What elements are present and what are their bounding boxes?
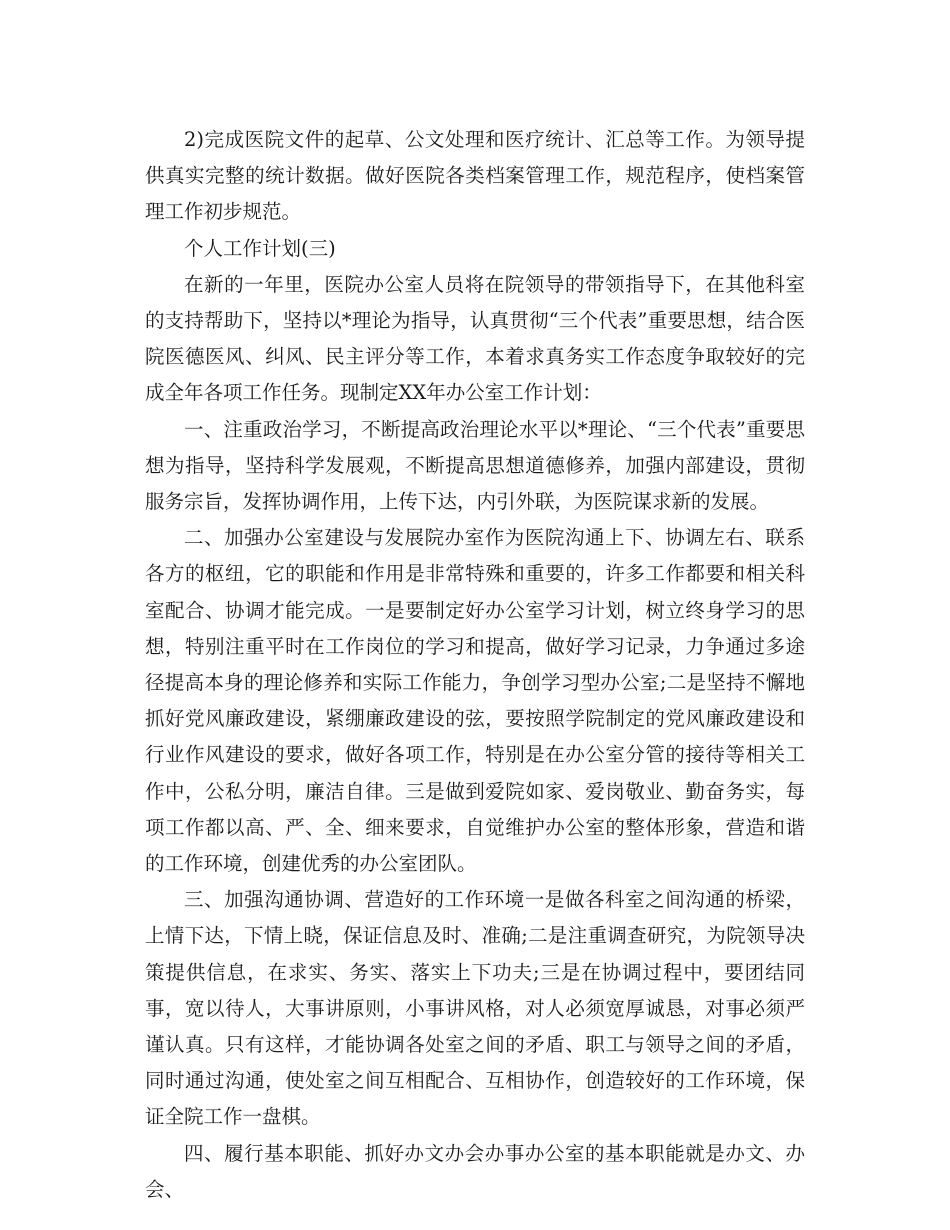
document-body (145, 122, 805, 1208)
paragraph-archive-management: 2)完成医院文件的起草、公文处理和医疗统计、汇总等工作。为领导提供真实完整的统计数据。做好医院各类档案管理工作，规范程序，使档案管理工作初步规范。 (145, 128, 805, 224)
paragraph-political-study: 一、注重政治学习，不断提高政治理论水平以*理论、“三个代表”重要思想为指导，坚持科学发展观，不断提高思想道德修养，加强内部建设，贯彻服务宗旨，发挥协调作用，上传下达，内引外联，为医院谋求新的发展。 (145, 417, 805, 514)
paragraph-introduction: 在新的一年里，医院办公室人员将在院领导的带领指导下，在其他科室的支持帮助下，坚持以*理论为指导，认真贯彻“三个代表”重要思想，结合医院医德医风、纠风、民主评分等工作，本着求真务实工作态度争取较好的完成全年各项工作任务。现制定XX年办公室工作计划： (145, 272, 805, 405)
paragraph-communication: 三、加强沟通协调、营造好的工作环境一是做各科室之间沟通的桥梁，上情下达，下情上晓，保证信息及时、准确;二是注重调查研究，为院领导决策提供信息，在求实、务实、落实上下功夫;三是在协调过程中，要团结同事，宽以待人，大事讲原则，小事讲风格，对人必须宽厚诚恳，对事必须严谨认真。只有这样，才能协调各处室之间的矛盾、职工与领导之间的矛盾，同时通过沟通，使处室之间互相配合、互相协作，创造较好的工作环境，保证全院工作一盘棋。 (145, 888, 805, 1129)
paragraph-basic-functions: 四、履行基本职能、抓好办文办会办事办公室的基本职能就是办文、办会、 (145, 1141, 805, 1201)
paragraph-office-construction: 二、加强办公室建设与发展院办室作为医院沟通上下、协调左右、联系各方的枢纽，它的职能和作用是非常特殊和重要的，许多工作都要和相关科室配合、协调才能完成。一是要制定好办公室学习计划，树立终身学习的思想，特别注重平时在工作岗位的学习和提高，做好学习记录，力争通过多途径提高本身的理论修养和实际工作能力，争创学习型办公室;二是坚持不懈地抓好党风廉政建设，紧绷廉政建设的弦，要按照学院制定的党风廉政建设和行业作风建设的要求，做好各项工作，特别是在办公室分管的接待等相关工作中，公私分明，廉洁自律。三是做到爱院如家、爱岗敬业、勤奋务实，每项工作都以高、严、全、细来要求，自觉维护办公室的整体形象，营造和谐的工作环境，创建优秀的办公室团队。 (145, 526, 805, 876)
section-heading: 个人工作计划(三) (184, 236, 336, 260)
